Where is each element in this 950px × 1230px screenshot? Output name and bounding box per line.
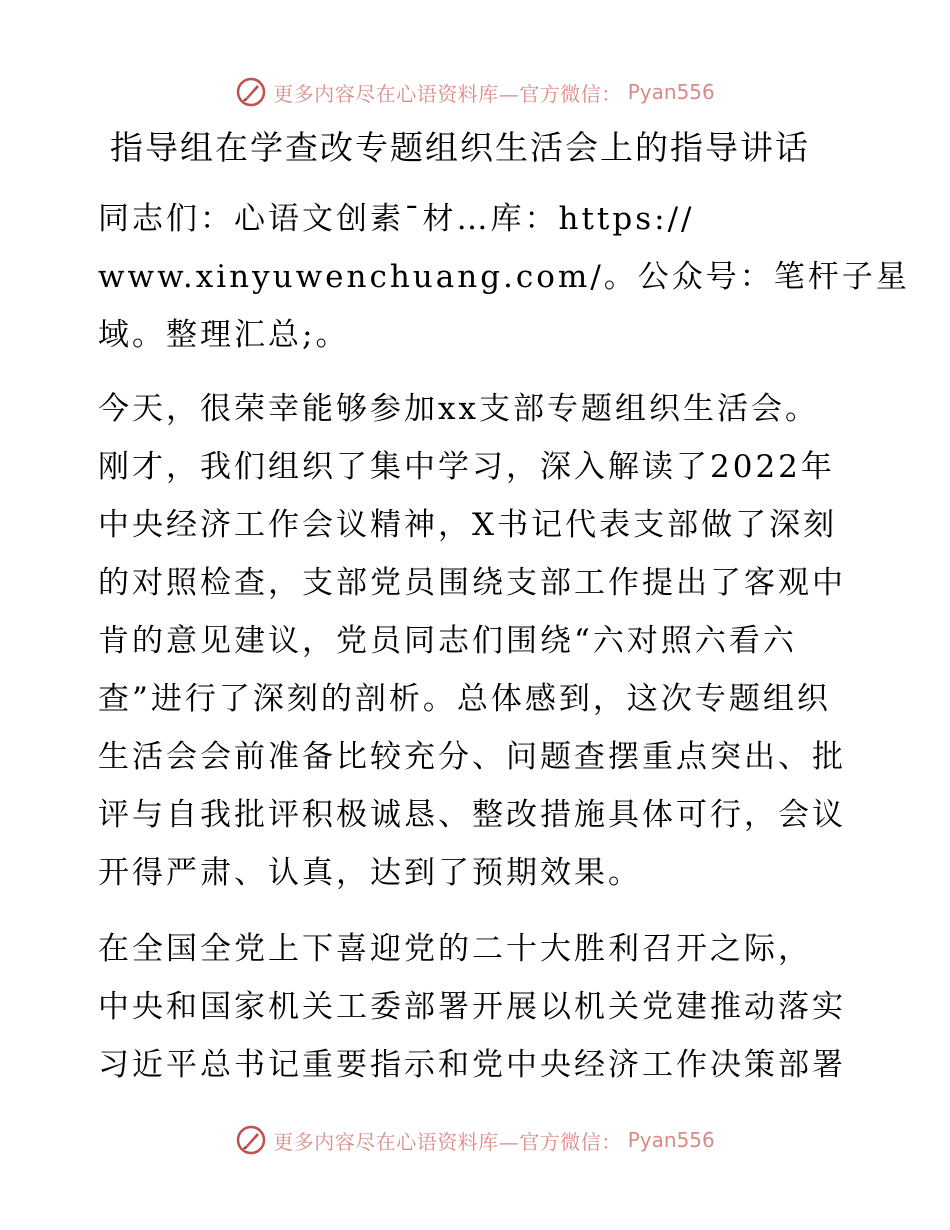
- quill-circle-logo-icon: [235, 1124, 267, 1156]
- quill-circle-logo-icon: [235, 76, 267, 108]
- paragraph-greeting: [98, 190, 910, 364]
- text-line: www.xinyuwenchuang.com/。公众号：笔杆子星: [98, 259, 910, 295]
- text-line: 今天，很荣幸能够参加xx支部专题组织生活会。: [98, 391, 819, 427]
- watermark-account: Pyan556: [627, 1128, 715, 1152]
- text-line: 刚才，我们组织了集中学习，深入解读了2022年: [98, 449, 835, 485]
- text-line: 同志们：心语文创素¯材…库：https://: [98, 201, 695, 237]
- text-line: 的对照检查，支部党员围绕支部工作提出了客观中: [98, 565, 846, 601]
- text-line: 域。整理汇总;。: [98, 317, 350, 353]
- paragraph-meeting-summary: [98, 380, 858, 902]
- page-title: 指导组在学查改专题组织生活会上的指导讲话: [110, 128, 810, 167]
- text-line: 查”进行了深刻的剖析。总体感到，这次专题组织: [98, 681, 831, 717]
- watermark-text: 更多内容尽在心语资料库—官方微信：: [273, 1129, 622, 1154]
- watermark-account: Pyan556: [627, 80, 715, 104]
- text-line: 在全国全党上下喜迎党的二十大胜利召开之际，: [98, 931, 812, 967]
- text-line: 生活会会前准备比较充分、问题查摆重点突出、批: [98, 739, 846, 775]
- text-line: 评与自我批评积极诚恳、整改措施具体可行，会议: [98, 797, 846, 833]
- text-line: 开得严肃、认真，达到了预期效果。: [98, 855, 642, 891]
- paragraph-context: [98, 920, 858, 1094]
- text-line: 中央经济工作会议精神，X书记代表支部做了深刻: [98, 507, 838, 543]
- header-watermark: [0, 72, 950, 112]
- text-line: 肯的意见建议，党员同志们围绕“六对照六看六: [98, 623, 797, 659]
- footer-watermark: [0, 1120, 950, 1160]
- text-line: 习近平总书记重要指示和党中央经济工作决策部署: [98, 1047, 846, 1083]
- text-line: 中央和国家机关工委部署开展以机关党建推动落实: [98, 989, 846, 1025]
- watermark-text: 更多内容尽在心语资料库—官方微信：: [273, 81, 622, 106]
